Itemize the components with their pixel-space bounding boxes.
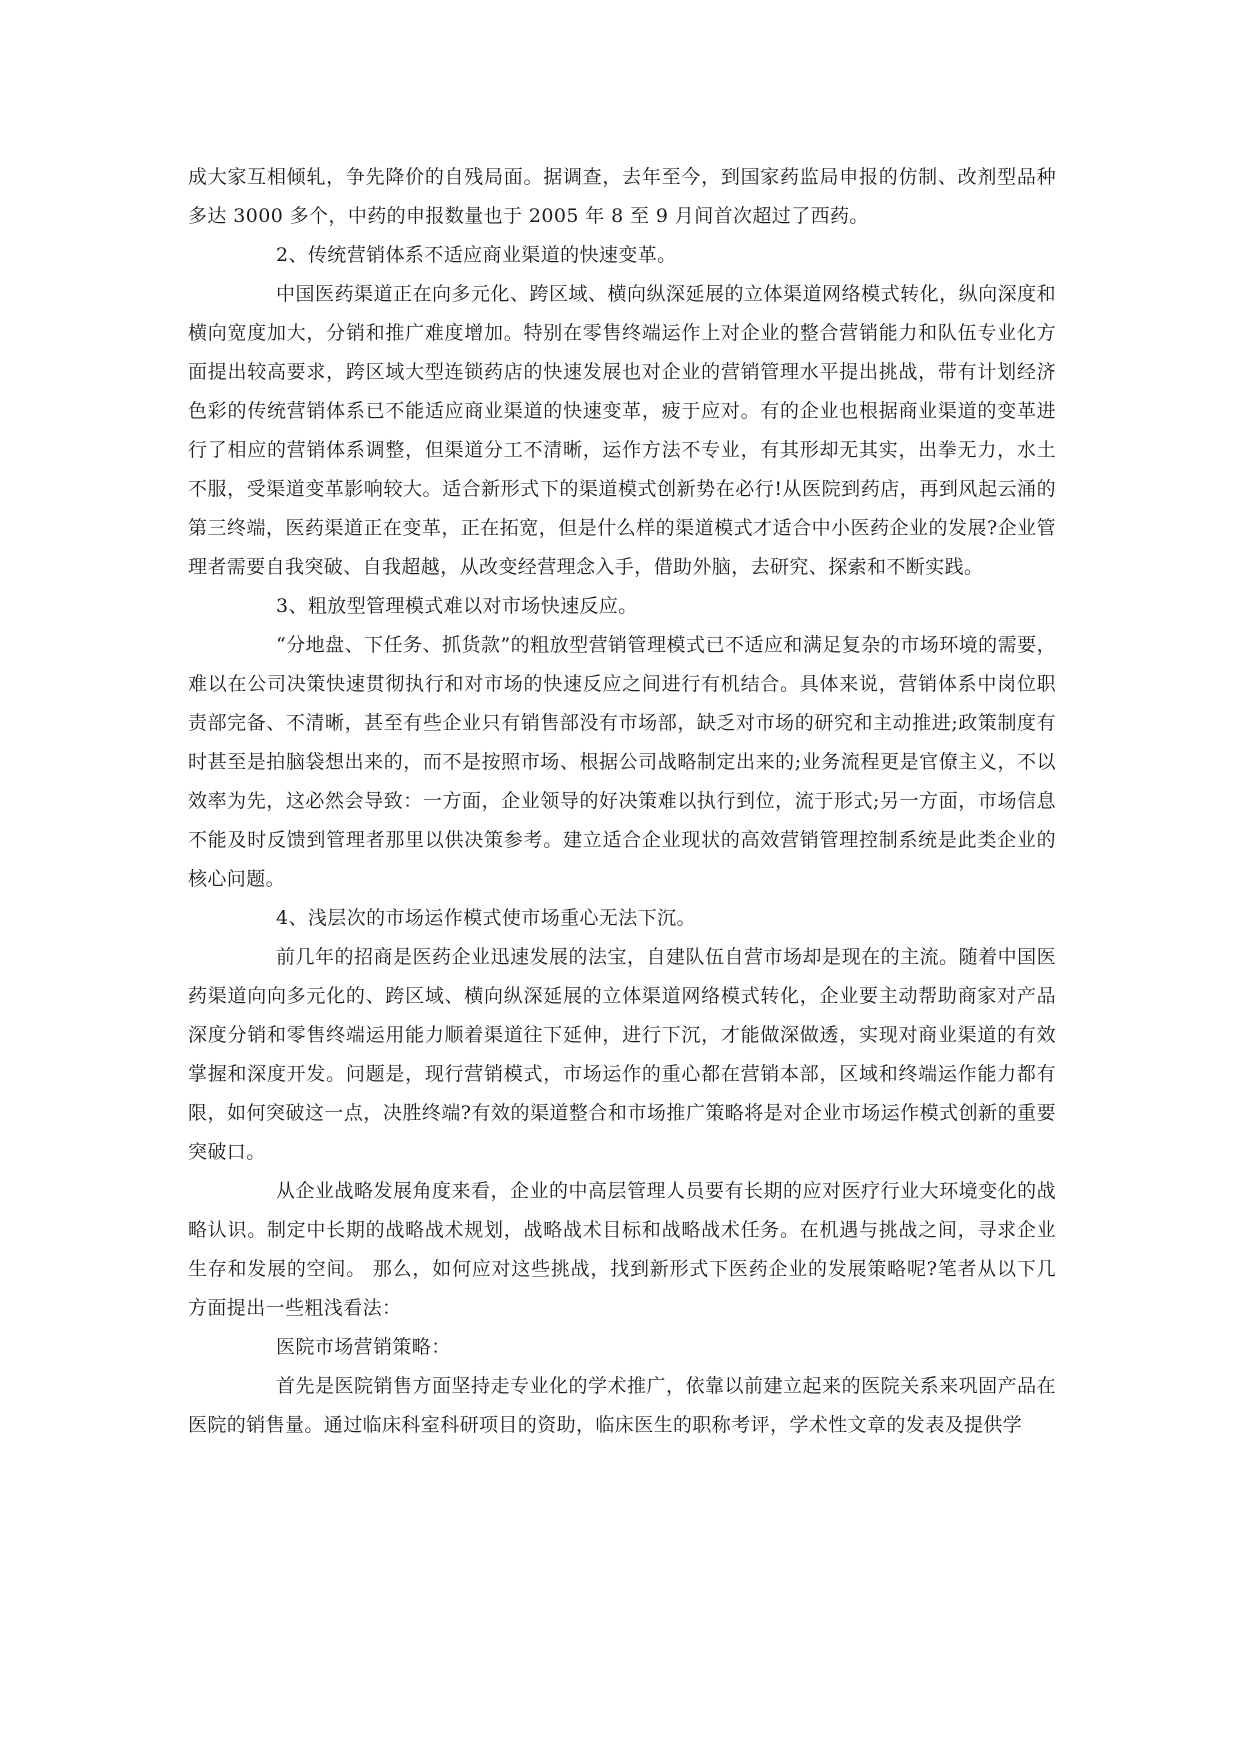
section-heading-hospital-marketing: 医院市场营销策略： xyxy=(276,1336,451,1358)
document-body xyxy=(188,158,1056,1445)
section-heading-2: 2、传统营销体系不适应商业渠道的快速变革。 xyxy=(276,244,677,266)
section-heading-4: 4、浅层次的市场运作模式使市场重心无法下沉。 xyxy=(276,907,696,929)
paragraph-continuation: 成大家互相倾轧，争先降价的自残局面。据调查，去年至今，到国家药监局申报的仿制、改剂型品种多达 3000 多个，中药的申报数量也于 2005 年 8 至 9 月间首次超过了西药。 xyxy=(188,166,1056,227)
paragraph-market-operation: 前几年的招商是医药企业迅速发展的法宝，自建队伍自营市场却是现在的主流。随着中国医药渠道向向多元化的、跨区域、横向纵深延展的立体渠道网络模式转化，企业要主动帮助商家对产品深度分销和零售终端运用能力顺着渠道往下延伸，进行下沉，才能做深做透，实现对商业渠道的有效掌握和深度开发。问题是，现行营销模式，市场运作的重心都在营销本部，区域和终端运作能力都有限，如何突破这一点，决胜终端?有效的渠道整合和市场推广策略将是对企业市场运作模式创新的重要突破口。 xyxy=(188,946,1056,1163)
paragraph-strategy-perspective: 从企业战略发展角度来看，企业的中高层管理人员要有长期的应对医疗行业大环境变化的战略认识。制定中长期的战略战术规划，战略战术目标和战略战术任务。在机遇与挑战之间，寻求企业生存和发展的空间。 那么，如何应对这些挑战，找到新形式下医药企业的发展策略呢?笔者从以下几方面提出一些粗浅看法： xyxy=(188,1180,1056,1319)
paragraph-channel-network: 中国医药渠道正在向多元化、跨区域、横向纵深延展的立体渠道网络模式转化，纵向深度和横向宽度加大，分销和推广难度增加。特别在零售终端运作上对企业的整合营销能力和队伍专业化方面提出较高要求，跨区域大型连锁药店的快速发展也对企业的营销管理水平提出挑战，带有计划经济色彩的传统营销体系已不能适应商业渠道的快速变革，疲于应对。有的企业也根据商业渠道的变革进行了相应的营销体系调整，但渠道分工不清晰，运作方法不专业，有其形却无其实，出拳无力，水土不服，受渠道变革影响较大。适合新形式下的渠道模式创新势在必行!从医院到药店，再到风起云涌的第三终端，医药渠道正在变革，正在拓宽，但是什么样的渠道模式才适合中小医药企业的发展?企业管理者需要自我突破、自我超越，从改变经营理念入手，借助外脑，去研究、探索和不断实践。 xyxy=(188,283,1056,578)
paragraph-hospital-sales: 首先是医院销售方面坚持走专业化的学术推广，依靠以前建立起来的医院关系来巩固产品在医院的销售量。通过临床科室科研项目的资助，临床医生的职称考评，学术性文章的发表及提供学 xyxy=(188,1375,1056,1436)
section-heading-3: 3、粗放型管理模式难以对市场快速反应。 xyxy=(276,595,638,617)
paragraph-extensive-management: “分地盘、下任务、抓货款”的粗放型营销管理模式已不适应和满足复杂的市场环境的需要，难以在公司决策快速贯彻执行和对市场的快速反应之间进行有机结合。具体来说，营销体系中岗位职责部完备、不清晰，甚至有些企业只有销售部没有市场部，缺乏对市场的研究和主动推进;政策制度有时甚至是拍脑袋想出来的，而不是按照市场、根据公司战略制定出来的;业务流程更是官僚主义，不以效率为先，这必然会导致：一方面，企业领导的好决策难以执行到位，流于形式;另一方面，市场信息不能及时反馈到管理者那里以供决策参考。建立适合企业现状的高效营销管理控制系统是此类企业的核心问题。 xyxy=(188,634,1056,890)
